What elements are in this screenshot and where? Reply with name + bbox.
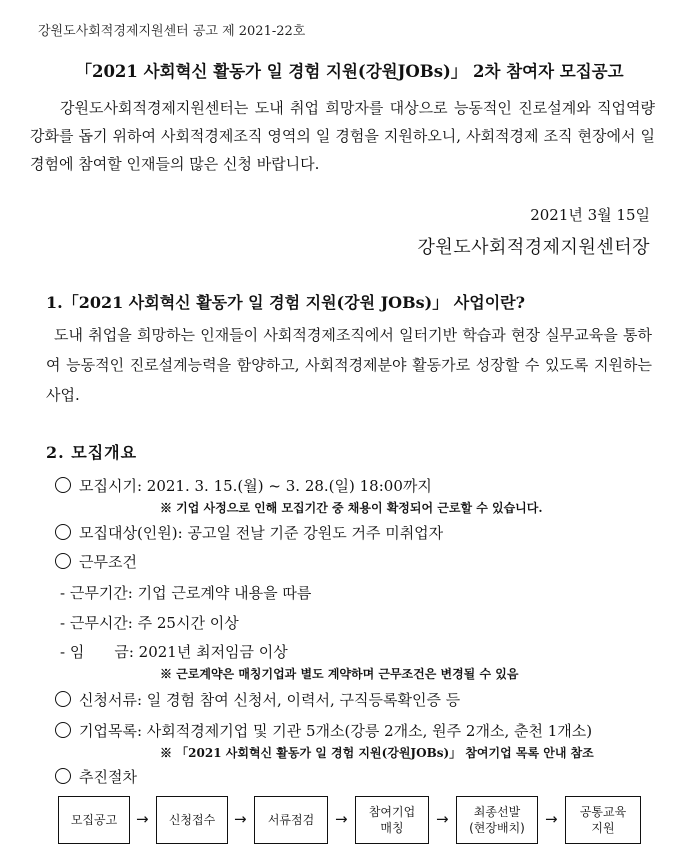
bullet-circle-icon	[55, 553, 71, 569]
work-period-row	[60, 582, 311, 603]
conditions-label: 근무조건	[79, 553, 137, 571]
work-hours-value: : 주 25시간 이상	[127, 614, 239, 632]
arrow-right-icon: →	[545, 810, 558, 828]
work-period-label: - 근무기간	[60, 584, 128, 602]
wage-value: : 2021년 최저임금 이상	[128, 643, 288, 661]
step-box	[58, 796, 130, 844]
companies-row	[55, 720, 592, 741]
step-box	[565, 796, 641, 844]
work-period-value: : 기업 근로계약 내용을 따름	[127, 584, 312, 602]
conditions-note: ※ 근로계약은 매칭기업과 별도 계약하며 근무조건은 변경될 수 있음	[160, 667, 519, 681]
period-value: : 2021. 3. 15.(월) ~ 3. 28.(일) 18:00까지	[136, 477, 432, 495]
period-row	[55, 475, 432, 496]
step-label: 참여기업 매칭	[368, 805, 416, 835]
step-label: 공통교육 지원	[579, 805, 627, 835]
arrow-right-icon: →	[234, 810, 247, 828]
notice-date: 2021년 3월 15일	[530, 206, 650, 224]
bullet-circle-icon	[55, 477, 71, 493]
arrow-right-icon: →	[335, 810, 348, 828]
period-note: ※ 기업 사정으로 인해 모집기간 중 채용이 확정되어 근로할 수 있습니다.	[160, 501, 543, 515]
documents-value: : 일 경험 참여 신청서, 이력서, 구직등록확인증 등	[136, 691, 461, 709]
arrow-right-icon: →	[136, 810, 149, 828]
work-hours-row	[60, 612, 239, 633]
step-box	[355, 796, 429, 844]
step-label: 최종선발 (현장배치)	[469, 805, 525, 835]
wage-label: - 임 금	[60, 643, 129, 661]
step-label: 신청접수	[168, 813, 216, 827]
conditions-row	[55, 551, 137, 572]
companies-value: : 사회적경제기업 및 기관 5개소(강릉 2개소, 원주 2개소, 춘천 1개소)	[136, 722, 593, 740]
procedure-label: 추진절차	[79, 768, 137, 786]
bullet-circle-icon	[55, 768, 71, 784]
documents-label: 신청서류	[79, 691, 137, 709]
bullet-circle-icon	[55, 691, 71, 707]
documents-row	[55, 689, 460, 710]
period-label: 모집시기	[79, 477, 137, 495]
section1-title: 1.「2021 사회혁신 활동가 일 경험 지원(강원 JOBs)」 사업이란?	[46, 293, 525, 312]
procedure-row	[55, 766, 137, 787]
companies-label: 기업목록	[79, 722, 137, 740]
step-box	[254, 796, 328, 844]
section2-title: 2. 모집개요	[46, 443, 138, 462]
target-row	[55, 522, 443, 543]
companies-note: ※ 「2021 사회혁신 활동가 일 경험 지원(강원JOBs)」 참여기업 목록 안내 참조	[160, 746, 594, 760]
intro-paragraph: 강원도사회적경제지원센터는 도내 취업 희망자를 대상으로 능동적인 진로설계와 직업역량 강화를 돕기 위하여 사회적경제조직 영역의 일 경험을 지원하오니, 사회적경제 조직 현장에서 일 경험에 참여할 인재들의 많은 신청 바랍니다.	[30, 99, 655, 173]
wage-row	[60, 641, 288, 662]
section1-body: 도내 취업을 희망하는 인재들이 사회적경제조직에서 일터기반 학습과 현장 실무교육을 통하여 능동적인 진로설계능력을 함양하고, 사회적경제분야 활동가로 성장할 수 있도록 지원하는 사업.	[46, 326, 652, 404]
bullet-circle-icon	[55, 524, 71, 540]
step-label: 서류점검	[267, 813, 315, 827]
work-hours-label: - 근무시간	[60, 614, 128, 632]
procedure-flow	[58, 796, 643, 848]
step-box	[456, 796, 538, 844]
notice-number: 강원도사회적경제지원센터 공고 제 2021-22호	[38, 24, 306, 39]
issuer: 강원도사회적경제지원센터장	[417, 237, 650, 258]
arrow-right-icon: →	[436, 810, 449, 828]
target-value: : 공고일 전날 기준 강원도 거주 미취업자	[177, 524, 444, 542]
step-box	[156, 796, 228, 844]
bullet-circle-icon	[55, 722, 71, 738]
target-label: 모집대상(인원)	[79, 524, 178, 542]
step-label: 모집공고	[70, 813, 118, 827]
notice-title: 「2021 사회혁신 활동가 일 경험 지원(강원JOBs)」 2차 참여자 모집공고	[75, 62, 624, 81]
